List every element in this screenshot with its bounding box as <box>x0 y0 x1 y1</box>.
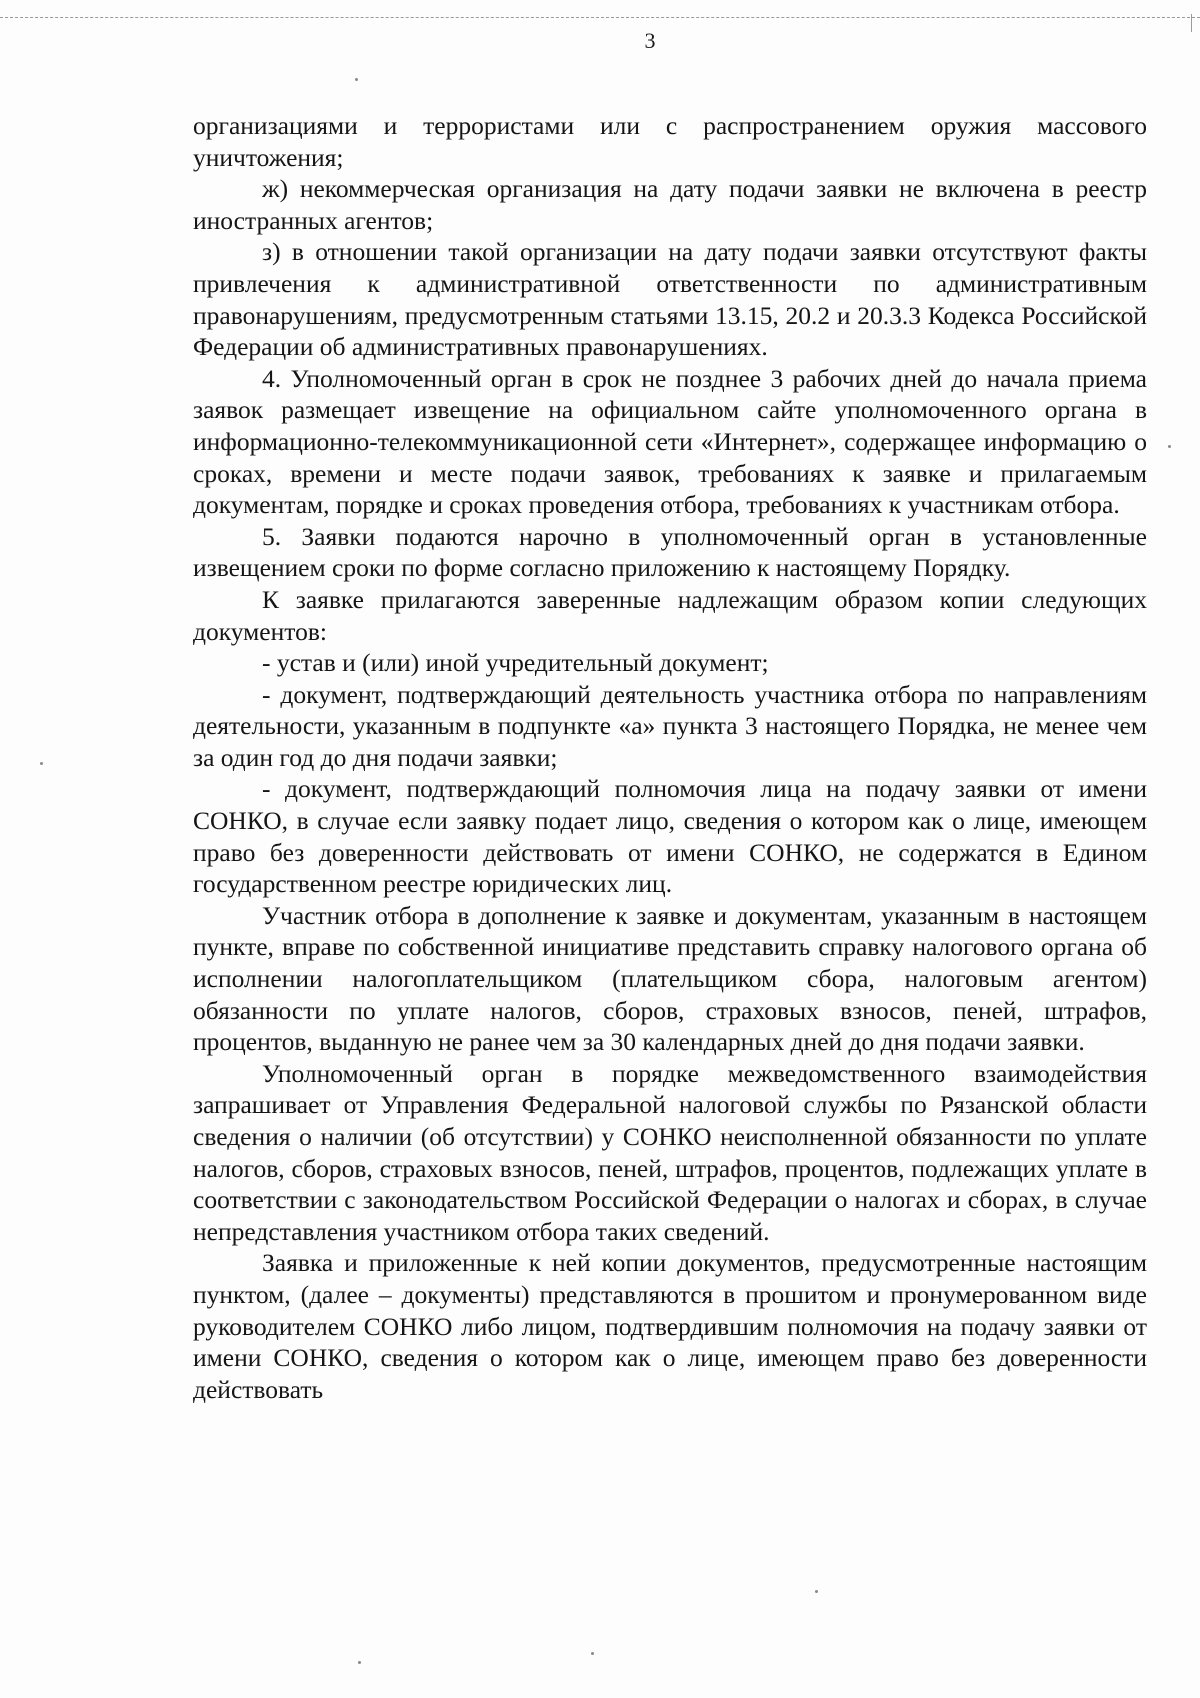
paragraph: К заявке прилагаются заверенные надлежащим образом копии следующих документов: <box>193 584 1147 646</box>
page-number: 3 <box>644 28 656 53</box>
document-body <box>193 110 1147 1405</box>
scan-speck <box>815 1590 818 1593</box>
scan-speck <box>40 762 43 765</box>
list-item: - устав и (или) иной учредительный документ; <box>262 648 769 678</box>
paragraph: Участник отбора в дополнение к заявке и документам, указанным в настоящем пункте, вправе по собственной инициативе представить справку налогового органа об исполнении налогоплательщиком (плательщиком сбора, налоговым агентом) обязанности по уплате налогов, сборов, страховых взносов, пеней, штрафов, процентов, выданную не ранее чем за 30 календарных дней до дня подачи заявки. <box>193 900 1147 1057</box>
list-item: - документ, подтверждающий деятельность участника отбора по направлениям деятельности, указанным в подпункте «а» пункта 3 настоящего Порядка, не менее чем за один год до дня подачи заявки; <box>193 679 1147 772</box>
paragraph: Заявка и приложенные к ней копии документов, предусмотренные настоящим пунктом, (далее – документы) представляются в прошитом и пронумерованном виде руководителем СОНКО либо лицом, подтвердившим полномочия на подачу заявки от имени СОНКО, сведения о котором как о лице, имеющем право без доверенности действовать <box>193 1248 1147 1404</box>
scan-border-line <box>0 17 1200 18</box>
paragraph: Уполномоченный орган в порядке межведомственного взаимодействия запрашивает от Управления Федеральной налоговой службы по Рязанской области сведения о наличии (об отсутствии) у СОНКО неисполненной обязанности по уплате налогов, сборов, страховых взносов, пеней, штрафов, процентов, подлежащих уплате в соответствии с законодательством Российской Федерации о налогах и сборах, в случае непредставления участником отбора таких сведений. <box>193 1058 1147 1246</box>
paragraph: организациями и террористами или с распространением оружия массового уничтожения; <box>193 111 1147 172</box>
scan-speck <box>591 1652 594 1655</box>
scan-speck <box>355 78 358 81</box>
paragraph: з) в отношении такой организации на дату подачи заявки отсутствуют факты привлечения к административной ответственности по административным правонарушениям, предусмотренным статьями 13.15, 20.2 и 20.3.3 Кодекса Российской Федерации об административных правонарушениях. <box>193 237 1147 362</box>
scan-speck <box>1168 445 1171 448</box>
paragraph: 5. Заявки подаются нарочно в уполномоченный орган в установленные извещением сроки по форме согласно приложению к настоящему Порядку. <box>193 521 1147 583</box>
paragraph: 4. Уполномоченный орган в срок не позднее 3 рабочих дней до начала приема заявок размещает извещение на официальном сайте уполномоченного органа в информационно-телекоммуникационной сети «Интернет», содержащее информацию о сроках, времени и месте подачи заявок, требованиях к заявке и прилагаемым документам, порядке и сроках проведения отбора, требованиях к участникам отбора. <box>193 363 1147 520</box>
scan-speck <box>358 1661 361 1664</box>
list-item: - документ, подтверждающий полномочия лица на подачу заявки от имени СОНКО, в случае если заявку подает лицо, сведения о котором как о лице, имеющем право без доверенности действовать от имени СОНКО, не содержатся в Едином государственном реестре юридических лиц. <box>193 774 1147 899</box>
paragraph: ж) некоммерческая организация на дату подачи заявки не включена в реестр иностранных агентов; <box>193 174 1147 235</box>
